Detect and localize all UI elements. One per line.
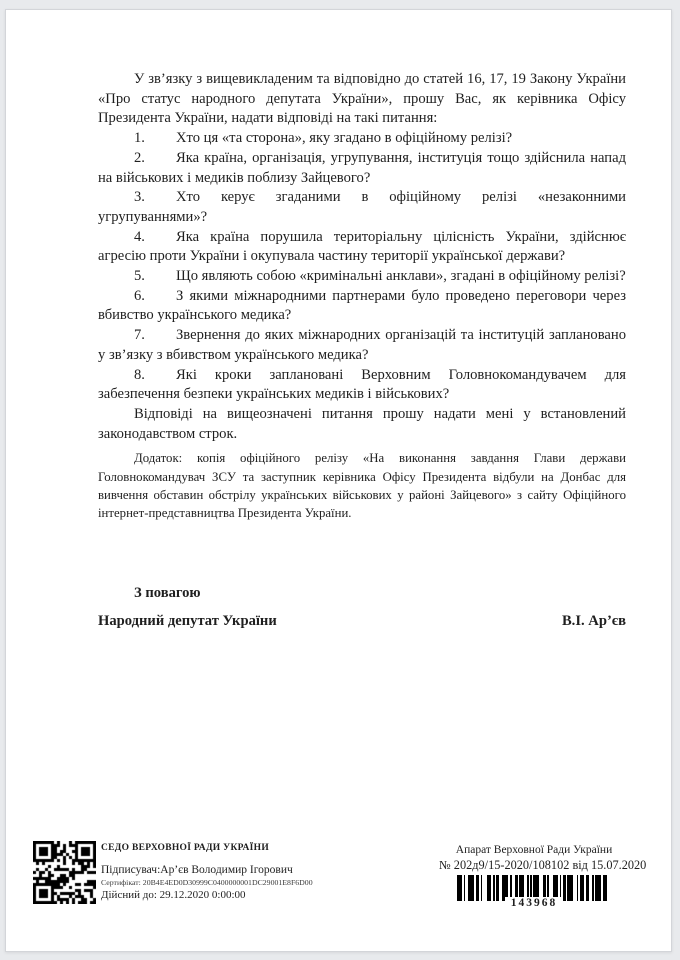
signer-line: Підписувач:Ар’єв Володимир Ігорович (101, 864, 293, 876)
question-text: Хто керує згаданими в офіційному релізі «незаконними угрупуваннями»? (98, 189, 626, 225)
question-number: 5. (134, 268, 145, 285)
question-number: 3. (134, 189, 145, 206)
signature-row (98, 612, 626, 632)
question-number: 1. (134, 130, 145, 147)
question-text: Хто ця «та сторона», яку згадано в офіційному релізі? (176, 130, 513, 147)
sedo-stamp (101, 843, 401, 901)
question-text: З якими міжнародними партнерами було проведено переговори через вбивство українського медика? (98, 287, 626, 324)
question-text: Що являють собою «кримінальні анклави», згадані в офіційному релізі? (176, 268, 626, 285)
qr-code-icon (33, 841, 96, 904)
question-text: Яка країна, організація, угрупування, інституція тощо здійснила напад на військових і медиків поблизу Зайцевого? (98, 149, 626, 186)
question-text: Звернення до яких міжнародних організацій та інституцій заплановано у зв’язку з вбивством українського медика? (98, 327, 626, 363)
question-text: Які кроки заплановані Верховним Головнокомандувачем для забезпечення безпеки українських медиків і військових? (98, 366, 626, 403)
certificate-line: Сертифікат: 20B4E4ED0D30999C0400000001DC29001E8F6D00 (101, 878, 313, 887)
question-number: 7. (134, 327, 145, 344)
attachment-paragraph: Додаток: копія офіційного релізу «На виконання завдання Глави держави Головнокомандувач ЗСУ та заступник керівника Офісу Президента відбули на Донбас для вивчення обставин обстрілу українських військових у районі Зайцевого» з сайту Офіційного інтернет-представництва Президента України. (98, 451, 626, 520)
signatory-title: Народний депутат України (98, 612, 277, 629)
salutation: З повагою (134, 585, 201, 602)
sedo-title: СЕДО ВЕРХОВНОЇ РАДИ УКРАЇНИ (101, 843, 270, 853)
question-number: 4. (134, 228, 145, 245)
question-text: Яка країна порушила територіальну цілісність України, здійснює агресію проти України і окупувала частину території української держави? (98, 228, 626, 265)
question-item (98, 188, 626, 227)
document-page (5, 9, 672, 952)
question-item (98, 267, 626, 287)
intro-paragraph: У зв’язку з вищевикладеним та відповідно до статей 16, 17, 19 Закону України «Про статус народного депутата України», прошу Вас, як керівника Офісу Президента України, надати відповіді на такі питання: (98, 71, 626, 127)
registration-stamp (439, 844, 647, 909)
question-number: 2. (134, 149, 145, 166)
question-item (98, 149, 626, 188)
office-name: Апарат Верховної Ради України (455, 844, 613, 856)
registration-number: № 202д9/15-2020/108102 від 15.07.2020 (439, 858, 647, 872)
question-item (98, 228, 626, 267)
closing-paragraph: Відповіді на вищеозначені питання прошу надати мені у встановлений законодавством строк. (98, 405, 626, 442)
question-item (98, 366, 626, 405)
question-item (98, 287, 626, 326)
question-item (98, 326, 626, 365)
document-body (98, 70, 626, 632)
valid-until-line: Дійсний до: 29.12.2020 0:00:00 (101, 889, 246, 901)
signatory-name: В.І. Ар’єв (561, 612, 626, 629)
question-item (98, 129, 626, 149)
question-number: 8. (134, 366, 145, 383)
question-number: 6. (134, 287, 145, 304)
barcode-number: 143968 (439, 897, 629, 909)
